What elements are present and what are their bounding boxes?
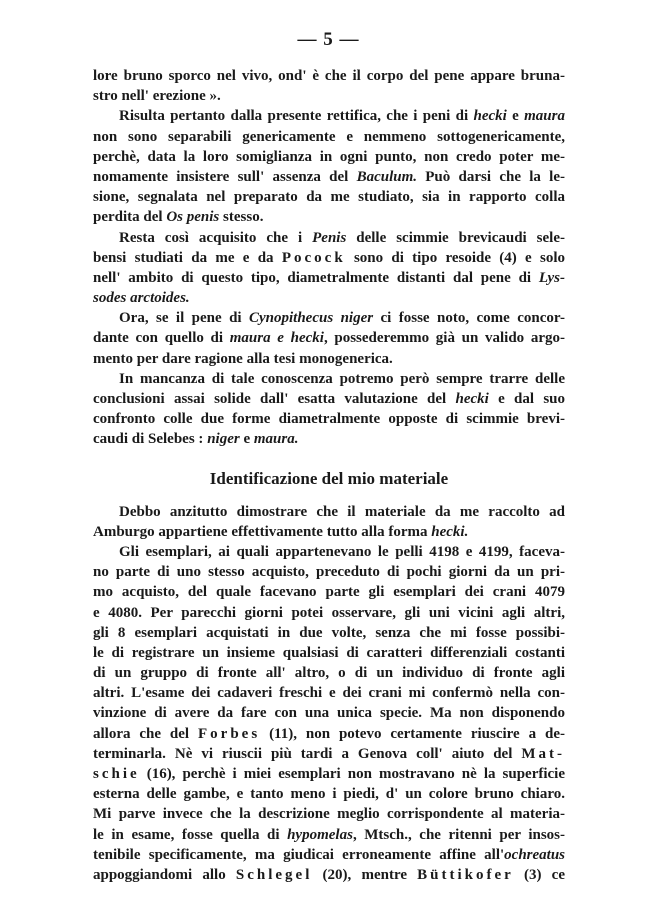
text-line: terminarla. Nè vi riuscii più tardi a Genova coll' aiuto del Mat- <box>93 745 565 762</box>
page-number: — 5 — <box>297 29 360 50</box>
author-name: Forbes <box>198 725 261 742</box>
text-line: bensi studiati da me e da Pocock sono di tipo resoide (4) e solo <box>93 249 565 266</box>
text-line: Ora, se il pene di Cynopithecus niger ci fosse noto, come concor- <box>119 310 565 327</box>
text-line: sodes arctoides. <box>93 290 190 307</box>
text-line: vinzione di avere da fare con una unica specie. Ma non disponendo <box>93 705 565 722</box>
author-name: Mat- <box>521 745 565 762</box>
text-line: Debbo anzitutto dimostrare che il materiale da me raccolto ad <box>119 503 565 520</box>
text-line: tenibile specificamente, ma giudicai erroneamente affine all'ochreatus <box>93 846 565 863</box>
text-line: le in esame, fosse quella di hypomelas, Mtsch., che ritenni per insos- <box>93 826 566 843</box>
text-line: Gli esemplari, ai quali appartenevano le pelli 4198 e 4199, faceva- <box>119 543 565 560</box>
text-line: e 4080. Per parecchi giorni potei osservare, gli uni vicini agli altri, <box>93 604 565 621</box>
text-line: gli 8 esemplari acquistati in due volte, senza che mi fosse possibi- <box>93 624 565 641</box>
text-line: esterna delle gambe, e tanto meno i piedi, d' un colore bruno chiaro. <box>93 786 565 803</box>
section-heading: Identificazione del mio materiale <box>209 468 449 488</box>
text-line: perchè, data la loro somiglianza in ogni punto, non credo poter me- <box>93 148 565 165</box>
text-line: nell' ambito di questo tipo, diametralmente distanti dal pene di Lys- <box>93 269 565 286</box>
text-line: confronto colle due forme diametralmente opposte di scimmie brevi- <box>93 411 565 428</box>
text-line: mo acquisto, del quale facevano parte gli esemplari dei crani 4079 <box>93 584 565 601</box>
text-line: In mancanza di tale conoscenza potremo però sempre trarre delle <box>119 370 565 387</box>
text-line: dante con quello di maura e hecki, possederemmo già un valido argo- <box>93 330 565 347</box>
text-line: di un gruppo di fronte all' altro, o di un individuo di fronte agli <box>93 665 565 682</box>
text-line: le di registrare un insieme qualsiasi di caratteri differenziali costanti <box>93 644 565 661</box>
text-line: lore bruno sporco nel vivo, ond' è che il corpo del pene appare bruna- <box>93 68 565 84</box>
author-name: Schlegel <box>235 866 313 883</box>
text-line: appoggiandomi allo Schlegel (20), mentre Büttikofer (3) ce <box>93 866 565 883</box>
author-name: Pocock <box>281 249 346 266</box>
text-line: conclusioni assai solide dall' esatta valutazione del hecki e dal suo <box>93 391 565 407</box>
page-body <box>93 66 565 885</box>
text-line: Mi parve invece che la descrizione meglio corrispondente al materia- <box>93 806 565 823</box>
text-line: mento per dare ragione alla tesi monogenerica. <box>93 350 393 367</box>
text-line: Resta così acquisito che i Penis delle scimmie brevicaudi sele- <box>119 229 565 246</box>
text-line: perdita del Os penis stesso. <box>93 209 264 226</box>
text-line: non sono separabili genericamente e nemmeno sottogenericamente, <box>93 128 565 145</box>
text-line: sione, segnalata nel preparato da me studiato, sia in rapporto colla <box>93 189 565 206</box>
text-line: altri. L'esame dei cadaveri freschi e dei crani mi confermò nella con- <box>93 685 565 702</box>
author-name: schie <box>93 766 140 782</box>
text-line: schie (16), perchè i miei esemplari non mostravano nè la superficie <box>93 766 565 782</box>
text-line: no parte di uno stesso acquisto, preceduto di pochi giorni da un pri- <box>93 564 565 581</box>
text-line: allora che del Forbes (11), non potevo certamente riuscire a de- <box>93 725 565 742</box>
text-line: stro nell' erezione ». <box>93 88 221 105</box>
author-name: Büttikofer <box>417 866 514 883</box>
text-line: Risulta pertanto dalla presente rettifica, che i peni di hecki e maura <box>119 108 565 125</box>
text-line: Amburgo appartiene effettivamente tutto alla forma hecki. <box>93 523 469 540</box>
text-line: nomamente insistere sull' assenza del Baculum. Può darsi che la le- <box>93 168 565 185</box>
text-line: caudi di Selebes : niger e maura. <box>93 431 299 448</box>
